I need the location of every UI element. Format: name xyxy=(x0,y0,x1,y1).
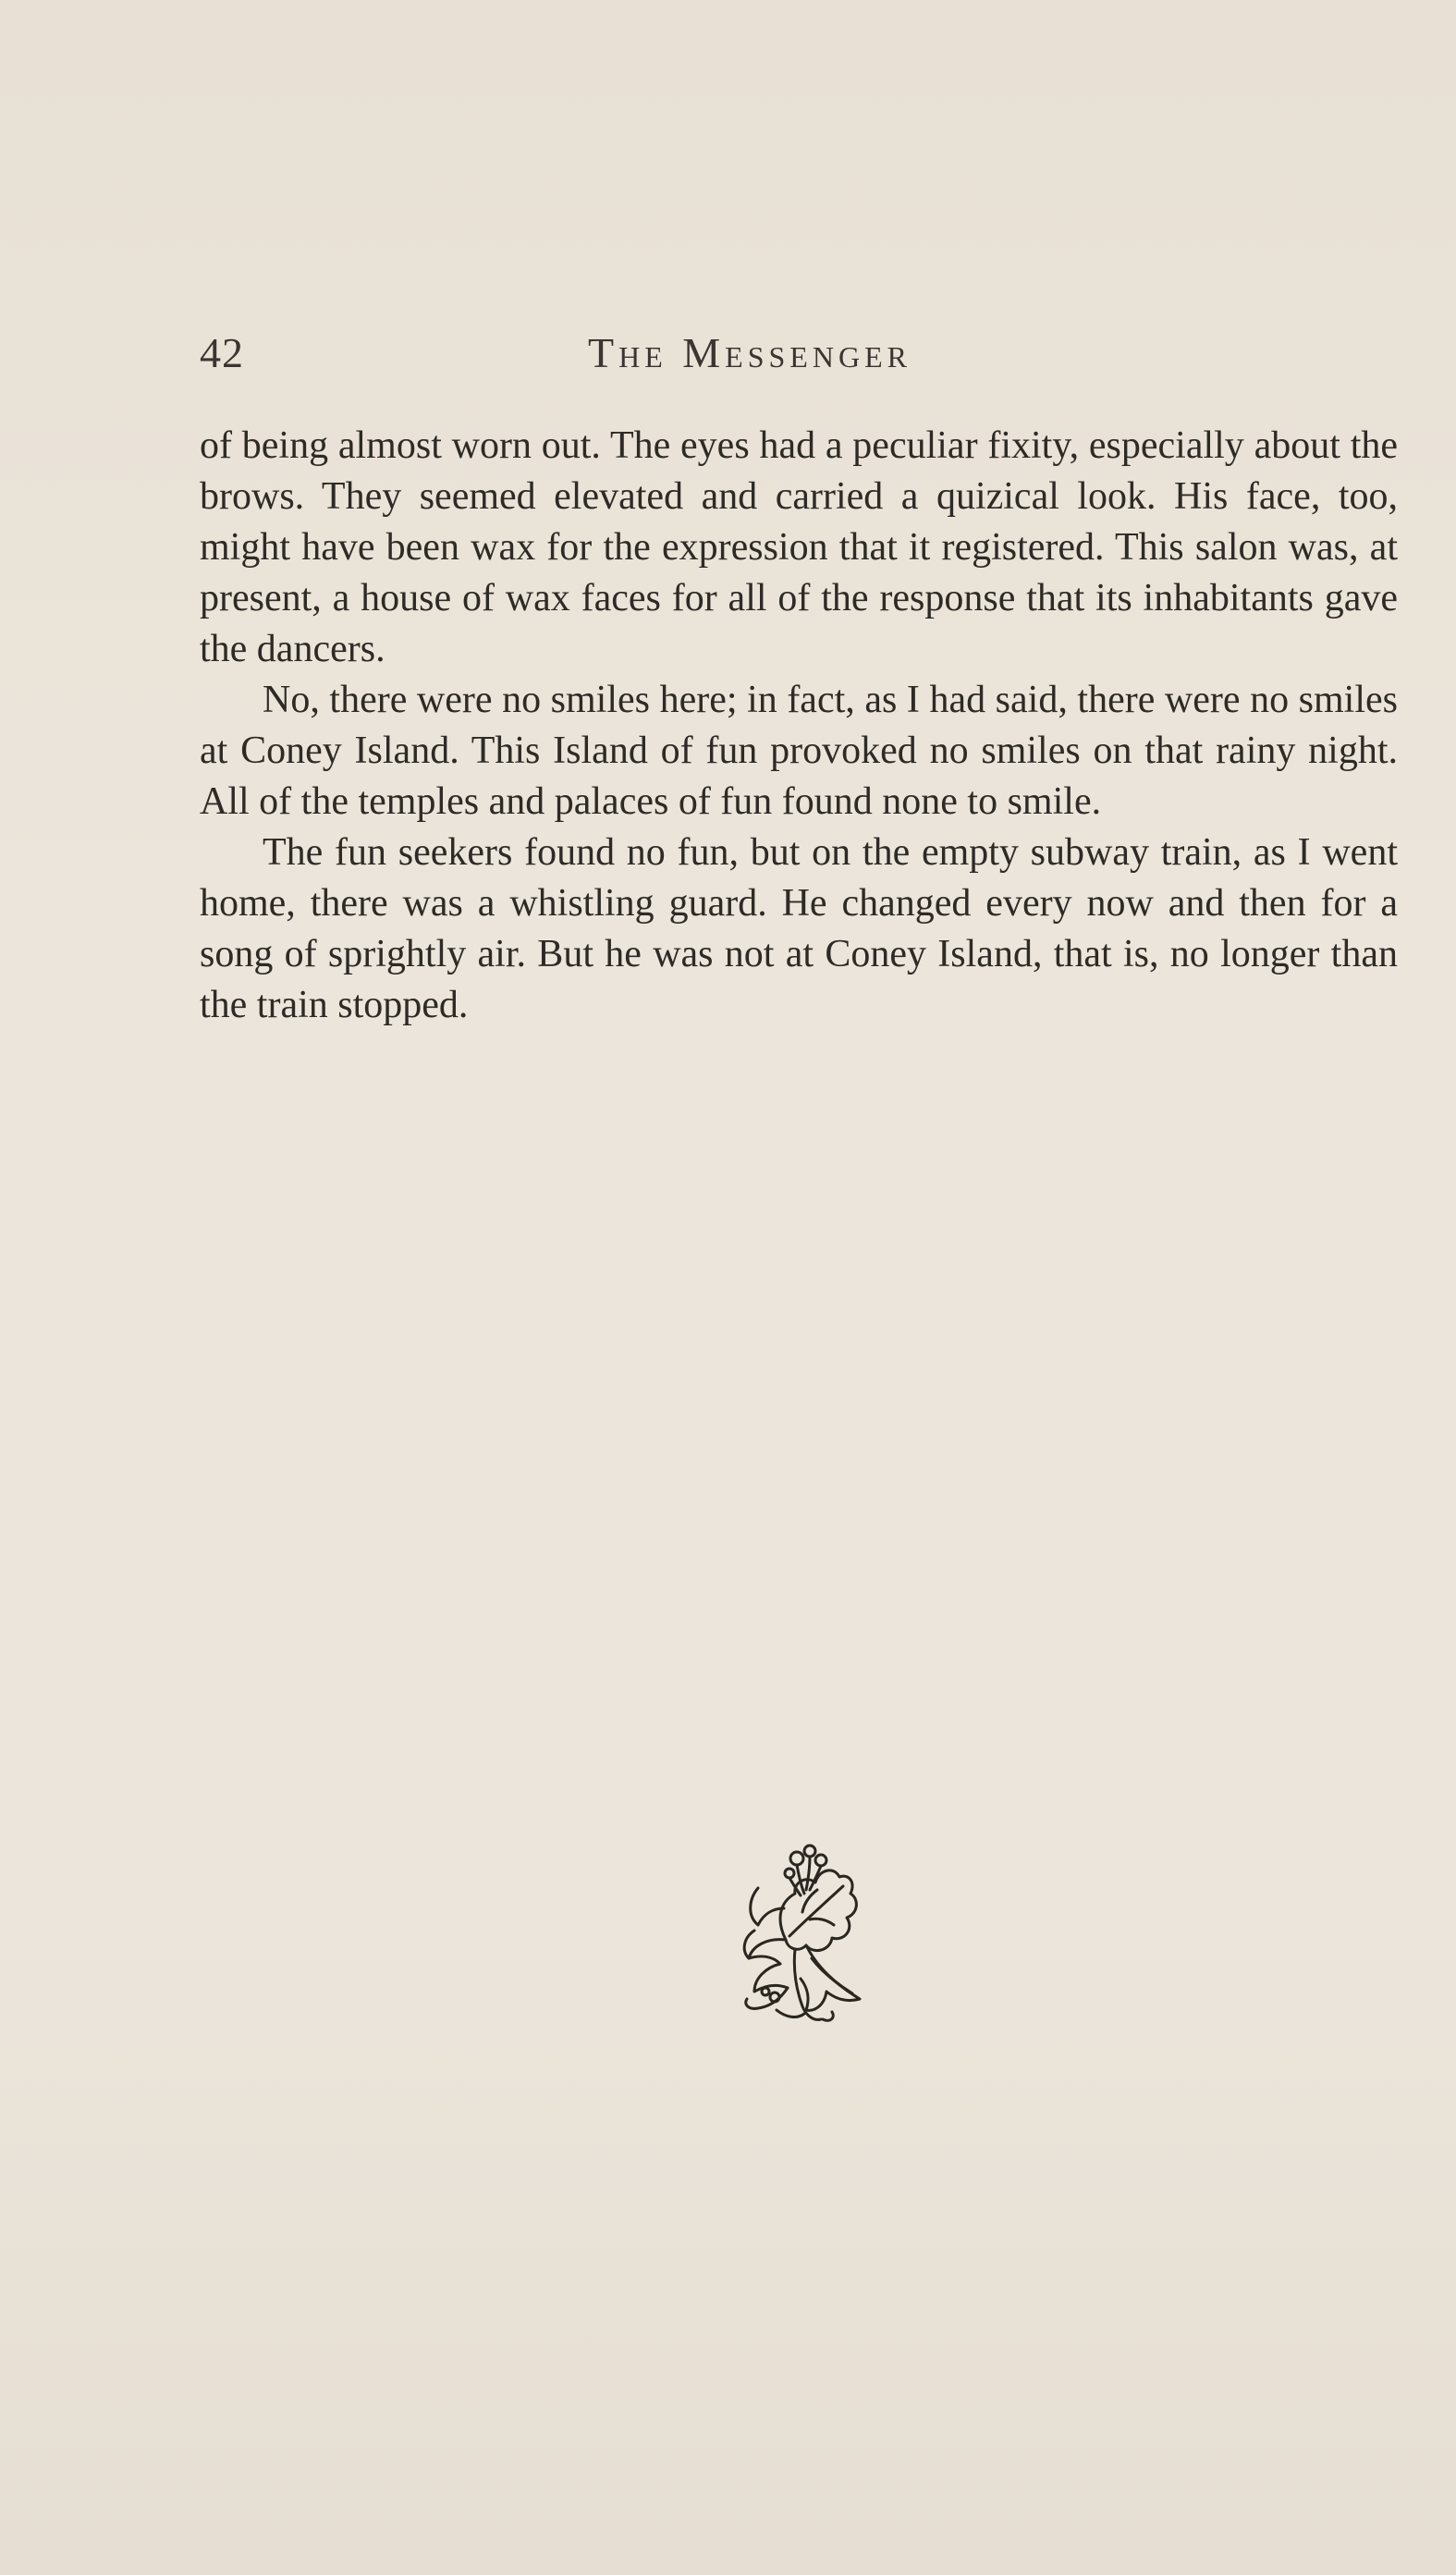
running-title: The Messenger xyxy=(588,329,912,376)
body-text xyxy=(200,421,1398,1031)
paragraph-2: No, there were no smiles here; in fact, as I had said, there were no smiles at Coney Island. This Island of fun provoked no smiles on that rainy night. All of the temples and palaces of fun found none to smile. xyxy=(200,679,1398,823)
paragraph-3: The fun seekers found no fun, but on the empty subway train, as I went home, there was a whistling guard. He changed every now and then for a song of sprightly air. But he was not at Coney Island, that is, no longer than the train stopped. xyxy=(200,831,1398,1026)
page-number: 42 xyxy=(200,329,244,376)
page-header xyxy=(200,325,1398,381)
floral-leaf-ornament-icon xyxy=(721,1829,869,2032)
paragraph-1: of being almost worn out. The eyes had a peculiar fixity, especially about the brows. They seemed elevated and carried a quizical look. His face, too, might have been wax for the expression that it registered. This salon was, at present, a house of wax faces for all of the response that its inhabitants gave the dancers. xyxy=(200,424,1398,670)
